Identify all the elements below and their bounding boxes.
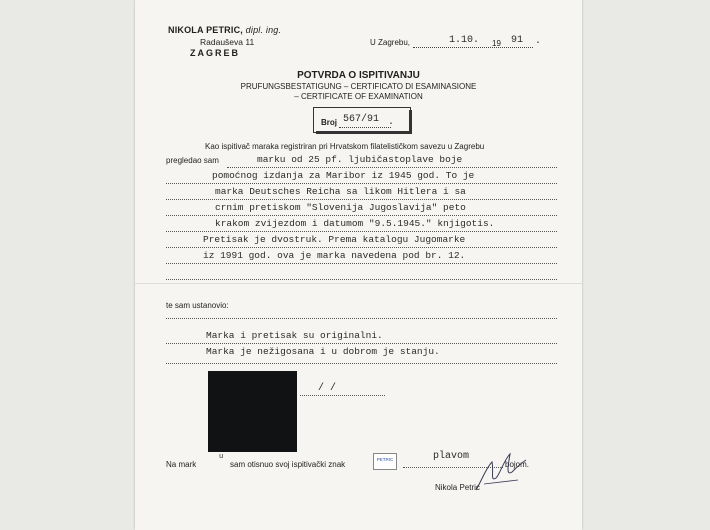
- findings-line-2: Marka je nežigosana i u dobrom je stanju.: [206, 346, 440, 357]
- certificate-subtitle-2: – CERTIFICATE OF EXAMINATION: [294, 92, 423, 101]
- dotted-line: [166, 199, 557, 200]
- date-trailing: .: [535, 36, 542, 47]
- date-year: 91: [511, 35, 524, 46]
- number-label: Broj: [321, 118, 337, 127]
- dotted-line: [227, 167, 557, 168]
- issuer-name: [168, 25, 281, 35]
- date-year-prefix: 19: [492, 39, 501, 48]
- number-trailing: .: [388, 117, 395, 128]
- examiner-stamp: [373, 453, 397, 470]
- dotted-line: [166, 183, 557, 184]
- date-label: U Zagrebu,: [370, 38, 411, 47]
- ink-suffix: bojom.: [505, 460, 530, 469]
- certificate-title: POTVRDA O ISPITIVANJU: [297, 70, 420, 81]
- description-line-3: marka Deutsches Reicha sa likom Hitlera i sa: [215, 186, 466, 197]
- dotted-line: [166, 263, 557, 264]
- issuer-street: Radauševa 11: [200, 37, 255, 47]
- description-line-4: crnim pretiskom "Slovenija Jugoslavija" peto: [215, 202, 466, 213]
- examiner-stamp-text: PETRIC: [376, 457, 394, 462]
- description-line-2: pomoćnog izdanja za Maribor iz 1945 god. To je: [212, 170, 475, 181]
- dotted-line: [300, 395, 385, 396]
- redacted-stamp-area: [208, 371, 297, 452]
- stamp-line-suffix: u: [219, 453, 224, 461]
- certificate-sheet: [135, 0, 582, 530]
- stamp-line-text: sam otisnuo svoj ispitivački znak: [230, 460, 346, 469]
- examined-label: pregledao sam: [166, 156, 219, 165]
- description-line-5: krakom zvijezdom i datumom "9.5.1945." knjigotis.: [215, 218, 495, 229]
- dotted-line: [166, 215, 557, 216]
- findings-label: te sam ustanovio:: [166, 301, 229, 310]
- description-line-1: marku od 25 pf. ljubičastoplave boje: [257, 154, 463, 165]
- dotted-line: [166, 343, 557, 344]
- paper-fold: [135, 283, 582, 284]
- signatory-name: Nikola Petric: [435, 483, 480, 492]
- dotted-line: [166, 279, 557, 280]
- date-value: 1.10.: [449, 35, 480, 46]
- dotted-line: [166, 247, 557, 248]
- dotted-line: [166, 363, 557, 364]
- dotted-line: [166, 231, 557, 232]
- issuer-name-text: NIKOLA PETRIC,: [168, 25, 243, 35]
- second-date: / /: [318, 383, 337, 394]
- intro-text: Kao ispitivač maraka registriran pri Hrvatskom filatelističkom savezu u Zagrebu: [205, 142, 485, 151]
- certificate-subtitle-1: PRUFUNGSBESTATIGUNG – CERTIFICATO DI ESAMINASIONE: [240, 82, 477, 91]
- issuer-city: ZAGREB: [190, 48, 240, 58]
- number-dotted-line: [339, 127, 391, 128]
- date-dotted-line: [413, 47, 533, 48]
- description-line-6: Pretisak je dvostruk. Prema katalogu Jugomarke: [203, 234, 466, 245]
- issuer-title: dipl. ing.: [245, 25, 282, 35]
- dotted-line: [166, 318, 557, 319]
- description-line-7: iz 1991 god. ova je marka navedena pod br. 12.: [203, 250, 466, 261]
- stamp-line-prefix: Na mark: [166, 460, 197, 469]
- ink-color: plavom: [433, 451, 470, 462]
- findings-line-1: Marka i pretisak su originalni.: [206, 330, 383, 341]
- number-value: 567/91: [343, 114, 380, 125]
